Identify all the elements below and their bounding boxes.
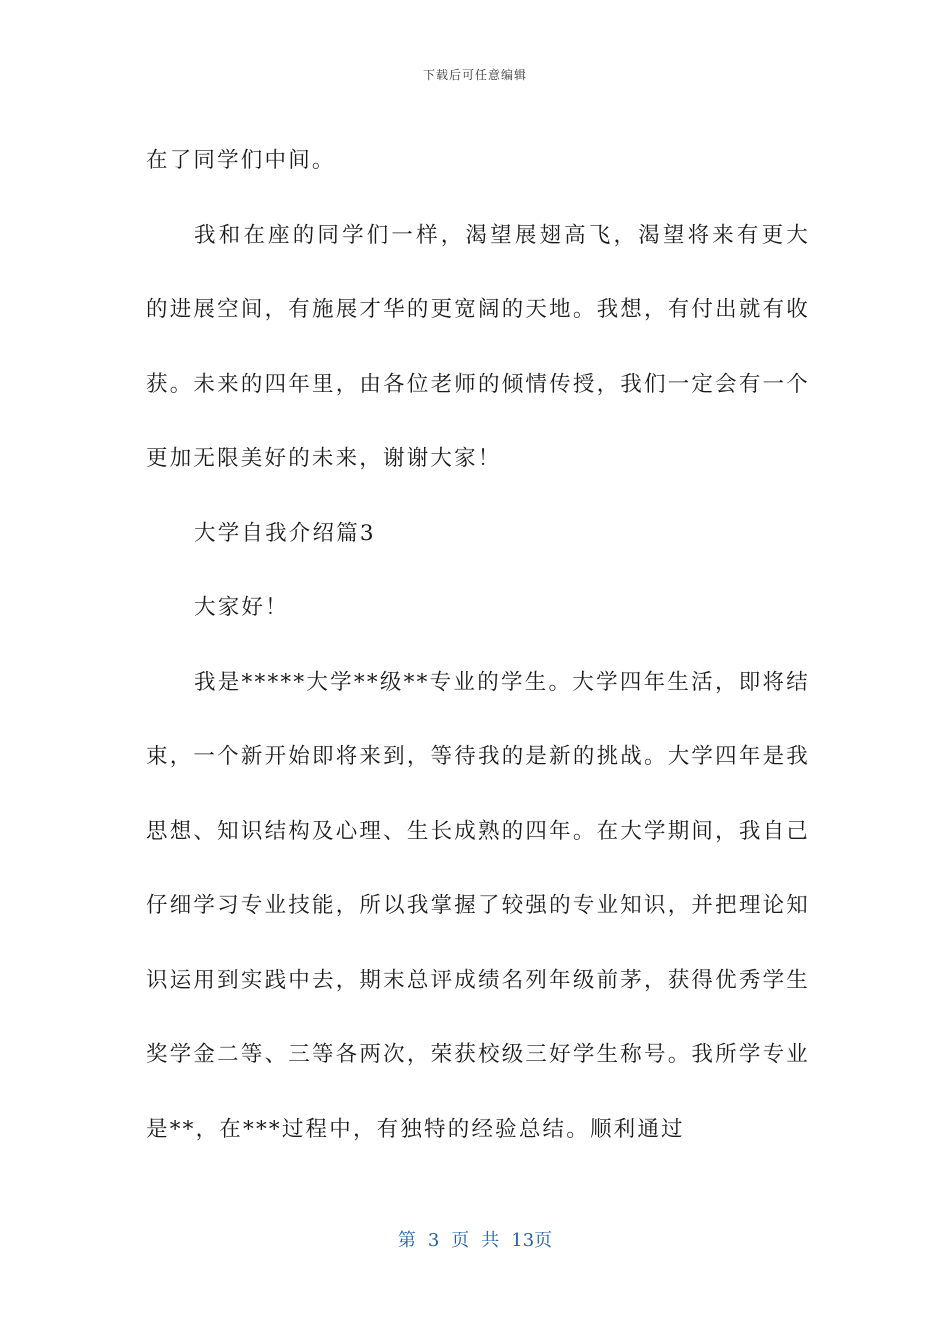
footer-label-page: 第 [397, 1230, 416, 1251]
page-header [0, 66, 950, 83]
paragraph-5: 我是*****大学**级**专业的学生。大学四年生活，即将结束，一个新开始即将来到，等待我的是新的挑战。大学四年是我思想、知识结构及心理、生长成熟的四年。在大学期间，我自己仔细学习专业技能，所以我掌握了较强的专业知识，并把理论知识运用到实践中去，期末总评成绩名列年级前茅，获得优秀学生奖学金二等、三等各两次，荣获校级三好学生称号。我所学专业是**，在***过程中，有独特的经验总结。顺利通过 [146, 669, 810, 1142]
header-text: 下载后可任意编辑 [422, 68, 527, 82]
greeting: 大家好！ [194, 595, 289, 620]
footer-current-page: 3 [427, 1230, 440, 1251]
paragraph-2: 我和在座的同学们一样，渴望展翅高飞，渴望将来有更大的进展空间，有施展才华的更宽阔的天地。我想，有付出就有收获。未来的四年里，由各位老师的倾情传授，我们一定会有一个更加无限美好的未来，谢谢大家！ [146, 222, 810, 471]
page-footer [0, 1226, 950, 1252]
footer-total-pages: 13页 [511, 1230, 553, 1251]
section-heading: 大学自我介绍篇3 [194, 520, 376, 546]
paragraph-1: 在了同学们中间。 [146, 148, 336, 173]
document-body [146, 124, 810, 1167]
footer-label-total: 共 [481, 1230, 500, 1251]
footer-label-page-unit: 页 [451, 1230, 470, 1251]
